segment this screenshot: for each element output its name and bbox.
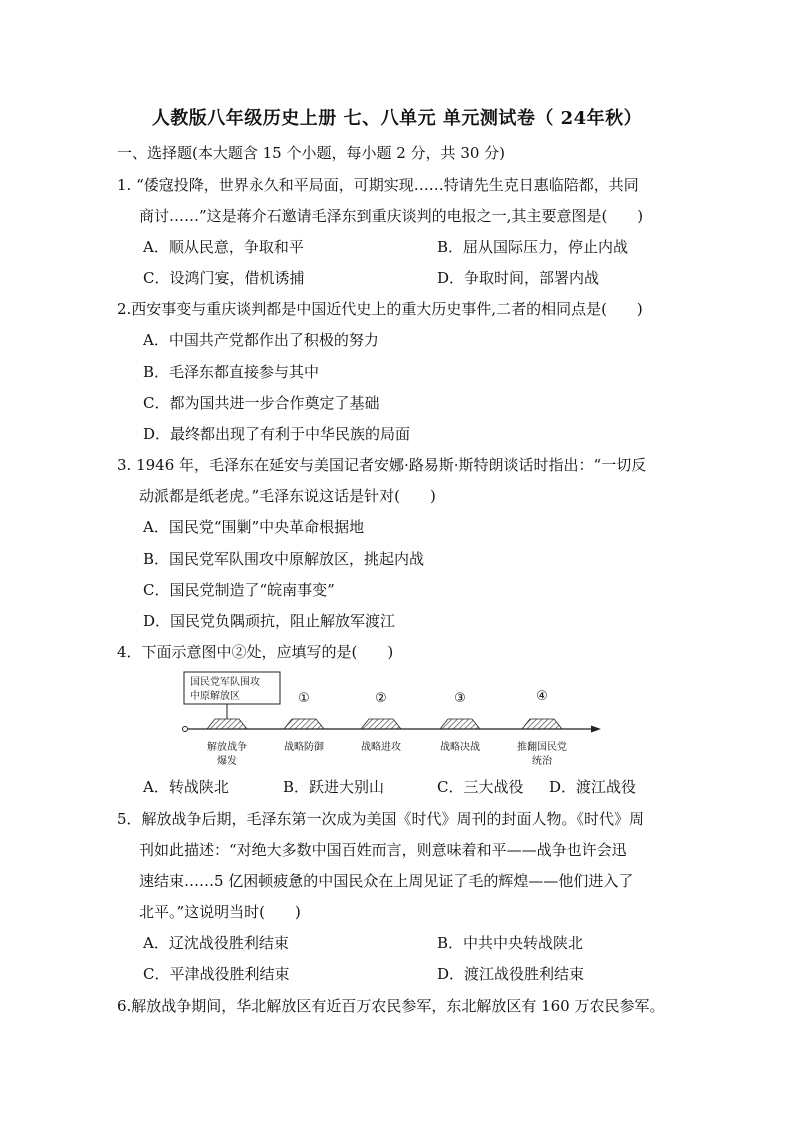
timeline-marker-0 [207,719,247,729]
question-5-line-4: 北平。”这说明当时( ) [139,903,301,921]
question-4-option-b: B．跃进大别山 [283,778,385,796]
timeline-marker-2 [361,719,401,729]
timeline-diagram [180,668,610,772]
question-5-option-a: A．辽沈战役胜利结束 [143,934,289,952]
question-3-line-2: 动派都是纸老虎。”毛泽东说这话是针对( ) [139,487,436,505]
timeline-label-2: 战略进攻 [361,742,401,753]
question-4-option-a: A．转战陕北 [143,778,229,796]
question-3-option-c: C．国民党制造了“皖南事变” [143,581,335,599]
timeline-num-3: ③ [454,691,466,706]
timeline-label-0-line-2: 爆发 [217,756,237,767]
question-4-option-d: D．渡江战役 [549,778,637,796]
question-5-option-b: B．中共中央转战陕北 [437,934,584,952]
timeline-label-1: 战略防御 [284,742,324,753]
section-heading: 一、选择题(本大题含 15 个小题，每小题 2 分，共 30 分) [117,144,506,162]
question-5-line-3: 速结束……5 亿困顿疲惫的中国民众在上周见证了毛的辉煌——他们进入了 [139,872,634,890]
timeline-num-1: ① [298,691,310,706]
timeline-label-0-line-1: 解放战争 [207,742,247,753]
question-2-line-1: 2.西安事变与重庆谈判都是中国近代史上的重大历史事件,二者的相同点是( ) [117,300,643,318]
question-3-option-b: B．国民党军队围攻中原解放区，挑起内战 [143,550,425,568]
question-4-line-1: 4．下面示意图中②处，应填写的是( ) [117,643,394,661]
question-5-option-c: C．平津战役胜利结束 [143,965,290,983]
question-5-option-d: D．渡江战役胜利结束 [437,965,585,983]
question-1-option-d: D．争取时间，部署内战 [437,269,600,287]
question-2-option-d: D．最终都出现了有利于中华民族的局面 [143,425,411,443]
question-2-option-c: C．都为国共进一步合作奠定了基础 [143,394,380,412]
question-5-line-2: 刊如此描述：“对绝大多数中国百姓而言，则意味着和平——战争也许会迅 [139,841,627,859]
timeline-num-4: ④ [536,689,548,704]
question-2-option-b: B．毛泽东都直接参与其中 [143,363,320,381]
timeline-num-2: ② [375,691,387,706]
question-1-line-2: 商讨……”这是蒋介石邀请毛泽东到重庆谈判的电报之一,其主要意图是( ) [139,207,644,225]
question-1-line-1: 1. “倭寇投降，世界永久和平局面，可期实现……特请先生克日惠临陪都，共同 [117,176,639,194]
timeline-label-3: 战略决战 [440,742,480,753]
timeline-label-4-line-2: 统治 [532,756,552,767]
timeline-label-4-line-1: 推翻国民党 [517,742,567,753]
question-3-option-d: D．国民党负隅顽抗，阻止解放军渡江 [143,612,396,630]
question-5-line-1: 5．解放战争后期，毛泽东第一次成为美国《时代》周刊的封面人物。《时代》周 [117,810,645,828]
question-4-option-c: C．三大战役 [437,778,524,796]
diagram-box-line-1: 国民党军队围攻 [190,677,260,688]
question-3-line-1: 3. 1946 年，毛泽东在延安与美国记者安娜·路易斯·斯特朗谈话时指出：“一切反 [117,456,647,474]
question-6-line-1: 6.解放战争期间，华北解放区有近百万农民参军，东北解放区有 160 万农民参军。 [117,997,665,1015]
timeline-arrow [591,726,601,733]
timeline-marker-3 [440,719,480,729]
exam-title: 人教版八年级历史上册 七、八单元 单元测试卷（ 24年秋） [151,108,643,129]
timeline-marker-1 [284,719,324,729]
question-3-option-a: A．国民党“围剿”中央革命根据地 [143,518,365,536]
timeline-marker-4 [522,719,562,729]
question-1-option-b: B．屈从国际压力，停止内战 [437,238,629,256]
timeline-start-dot [183,727,188,732]
question-2-option-a: A．中国共产党都作出了积极的努力 [143,331,379,349]
question-1-option-a: A．顺从民意，争取和平 [143,238,304,256]
question-1-option-c: C．设鸿门宴，借机诱捕 [143,269,305,287]
diagram-box-line-2: 中原解放区 [190,691,240,702]
